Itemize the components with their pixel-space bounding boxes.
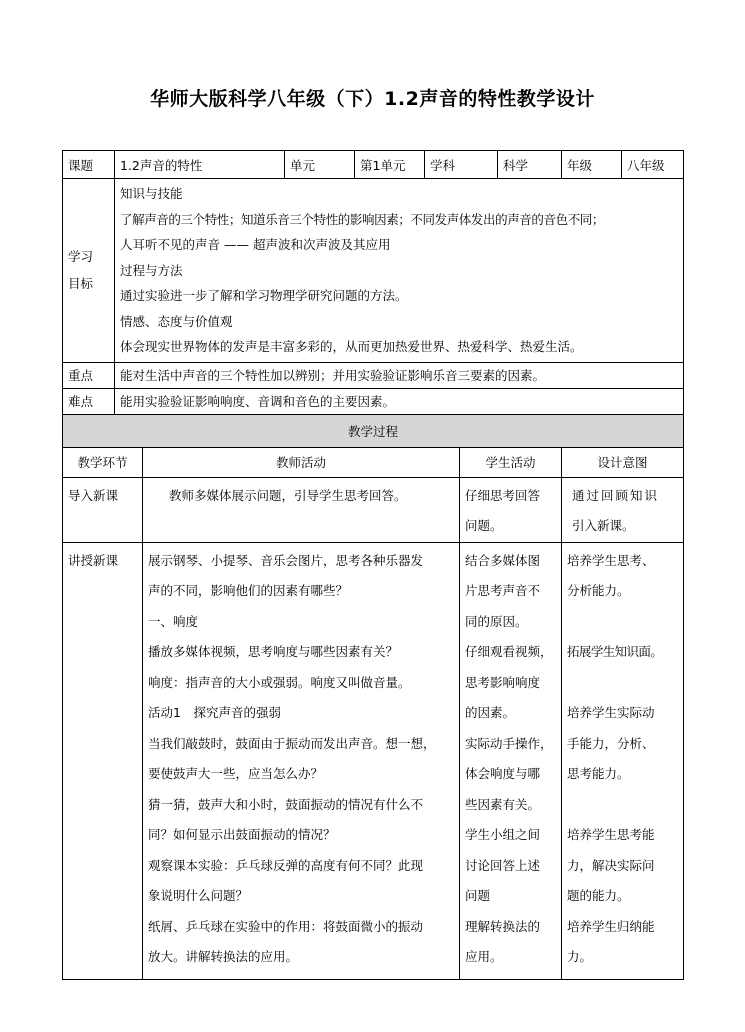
objectives-line: 知识与技能	[120, 186, 183, 201]
difficulty-row	[63, 388, 684, 414]
stage-cell: 导入新课	[63, 477, 143, 542]
process-header-row	[63, 414, 684, 447]
lesson-plan-table	[62, 150, 684, 980]
student-cell: 仔细思考回答 问题。	[460, 477, 562, 542]
table-row	[63, 542, 684, 979]
student-cell: 结合多媒体图 片思考声音不 同的原因。 仔细观看视频， 思考影响响度 的因素。 实际动手操作， 体会响度与哪 些因素有关。 学生小组之间 讨论回答上述 问题 理解转换法的 应用。	[460, 542, 562, 979]
difficulty-label: 难点	[63, 388, 115, 414]
unit-value: 第1单元	[355, 151, 425, 179]
grade-value: 八年级	[622, 151, 684, 179]
objectives-row	[63, 179, 684, 363]
lesson-info-row	[63, 151, 684, 179]
lesson-label: 课题	[63, 151, 115, 179]
objectives-label: 学习 目标	[63, 179, 115, 363]
stage-cell: 讲授新课	[63, 542, 143, 979]
key-point-label: 重点	[63, 362, 115, 388]
process-header: 教学过程	[63, 414, 684, 447]
teacher-cell: 展示钢琴、小提琴、音乐会图片，思考各种乐器发 声的不同，影响他们的因素有哪些？ 一、响度 播放多媒体视频，思考响度与哪些因素有关？ 响度：指声音的大小或强弱。响度又叫做音量。 活动1 探究声音的强弱 当我们敲鼓时，鼓面由于振动而发出声音。想一想， 要使鼓声大一些，应当怎么办？ 猜一猜，鼓声大和小时，鼓面振动的情况有什么不 同？如何显示出鼓面振动的情况？ 观察课本实验：乒乓球反弹的高度有何不同？此现 象说明什么问题？ 纸屑、乒乓球在实验中的作用：将鼓面微小的振动 放大。讲解转换法的应用。	[143, 542, 460, 979]
table-row	[63, 477, 684, 542]
page-title: 华师大版科学八年级（下）1.2声音的特性教学设计	[150, 88, 595, 110]
objectives-line: 情感、态度与价值观	[120, 313, 233, 329]
key-point-text: 能对生活中声音的三个特性加以辨别；并用实验验证影响乐音三要素的因素。	[115, 362, 684, 388]
intent-cell: 培养学生思考、 分析能力。 拓展学生知识面。 培养学生实际动 手能力，分析、 思考能力。 培养学生思考能 力，解决实际问 题的能力。 培养学生归纳能 力。	[562, 542, 684, 979]
objectives-line: 了解声音的三个特性；知道乐音三个特性的影响因素；不同发声体发出的声音的音色不同；	[120, 211, 605, 227]
column-header-row	[63, 447, 684, 477]
stage-column-header: 教学环节	[63, 447, 143, 477]
grade-label: 年级	[562, 151, 622, 179]
key-point-row	[63, 362, 684, 388]
subject-label: 学科	[425, 151, 498, 179]
teacher-cell: 教师多媒体展示问题，引导学生思考回答。	[143, 477, 460, 542]
objectives-line: 通过实验进一步了解和学习物理学研究问题的方法。	[120, 288, 408, 303]
lesson-value: 1.2声音的特性	[115, 151, 285, 179]
objectives-content	[115, 179, 684, 363]
intent-cell: 通过回顾知识 引入新课。	[562, 477, 684, 542]
objectives-line: 人耳听不见的声音 —— 超声波和次声波及其应用	[120, 237, 391, 252]
student-column-header: 学生活动	[460, 447, 562, 477]
subject-value: 科学	[498, 151, 562, 179]
teacher-column-header: 教师活动	[143, 447, 460, 477]
intent-column-header: 设计意图	[562, 447, 684, 477]
objectives-line: 体会现实世界物体的发声是丰富多彩的，从而更加热爱世界、热爱科学、热爱生活。	[120, 339, 583, 354]
unit-label: 单元	[285, 151, 355, 179]
objectives-line: 过程与方法	[120, 262, 183, 278]
difficulty-text: 能用实验验证影响响度、音调和音色的主要因素。	[115, 388, 684, 414]
